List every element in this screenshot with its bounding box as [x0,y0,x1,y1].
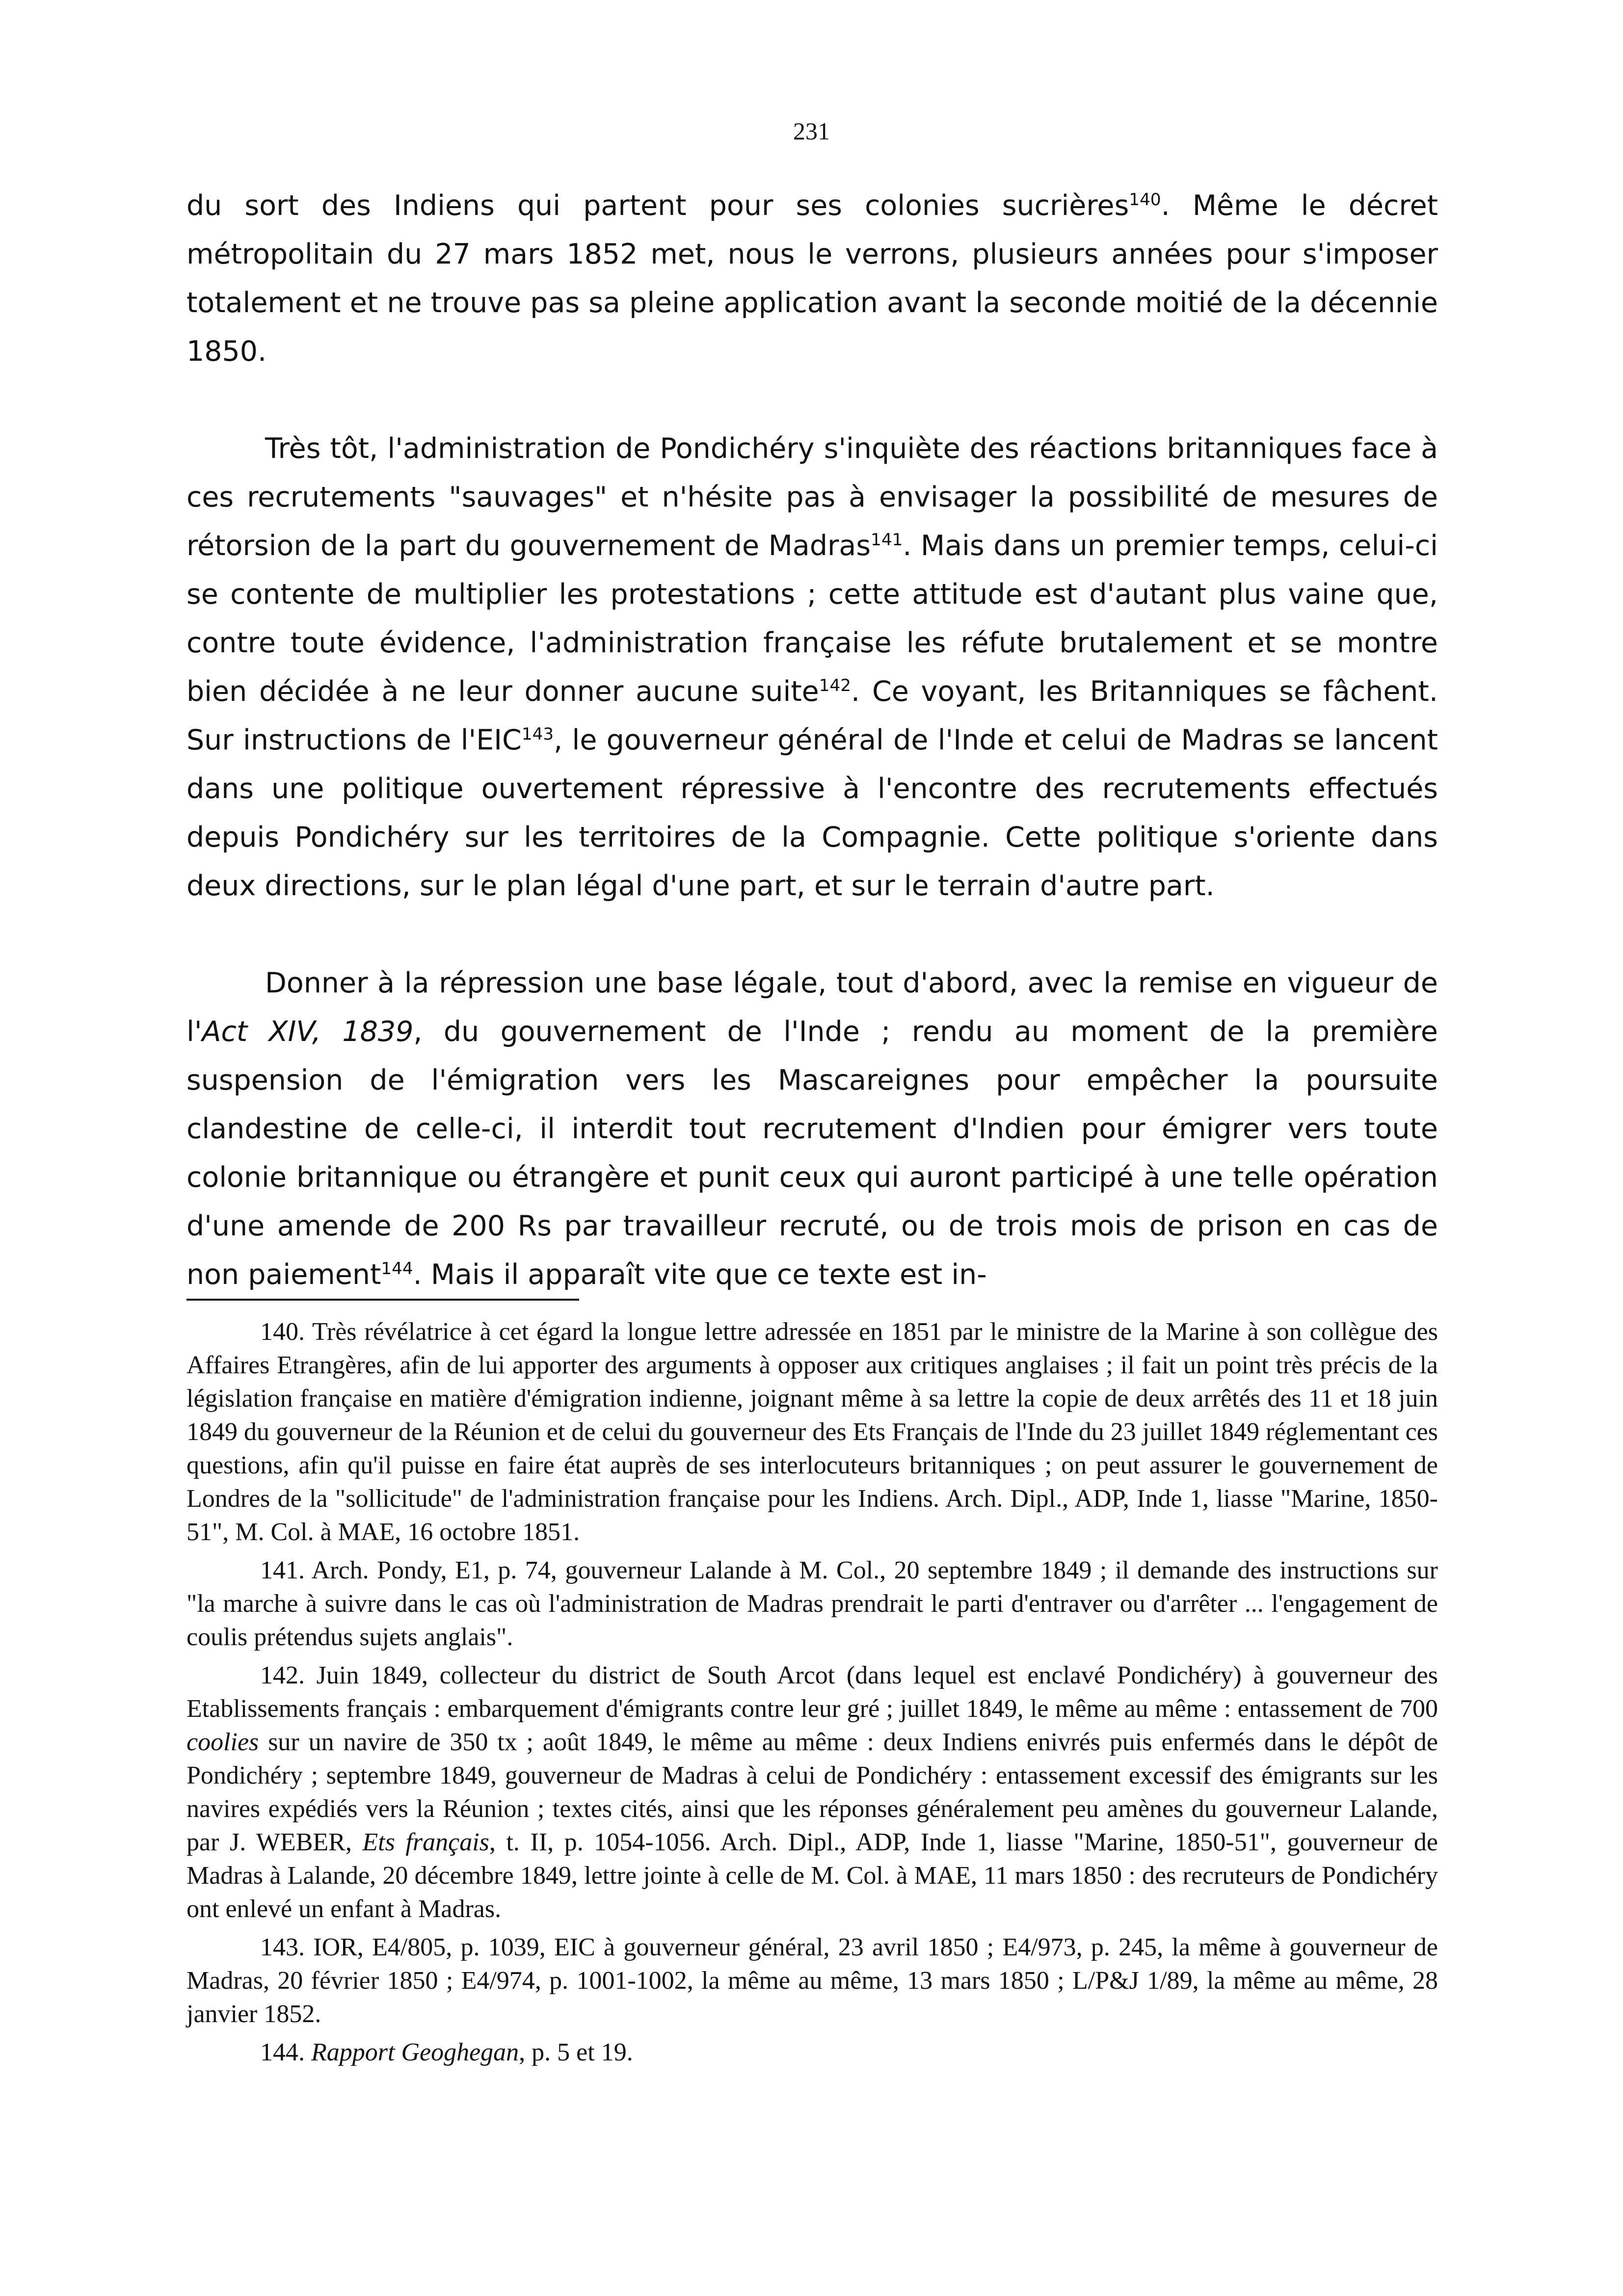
text-span: 142. Juin 1849, collecteur du district de South Arcot (dans lequel est enclavé Pondichéry) à gouverneur des Etablissements français : embarquement d'émigrants contre leur gré ; juillet 1849, le même au même : entassement de 700 [186,1661,1438,1723]
footnote-separator [186,1299,579,1301]
italic-title: Rapport Geoghegan [311,2038,519,2066]
italic-title: Ets français [362,1828,489,1856]
paragraph-2 [186,425,1438,910]
text-span: Très tôt, l'administration de Pondichéry s'inquiète des réactions britanniques face à ces recrutements "sauvages" et n'hésite pas à envisager la possibilité de mesures de rétorsion de la part du gouvernement de Madras [186,432,1438,562]
footnote-142 [186,1659,1438,1926]
footnote-141: 141. Arch. Pondy, E1, p. 74, gouverneur Lalande à M. Col., 20 septembre 1849 ; il demande des instructions sur "la marche à suivre dans le cas où l'administration de Madras prendrait le parti d'entraver ou d'arrêter ... l'engagement de coulis prétendus sujets anglais". [186,1556,1438,1651]
text-span: . Même le décret métropolitain du 27 mars 1852 met, nous le verrons, plusieurs années pour s'imposer totalement et ne trouve pas sa pleine application avant la seconde moitié de la décennie 1850. [186,189,1438,368]
text-span: . Mais dans un premier temps, celui-ci se contente de multiplier les protestations ; cette attitude est d'autant plus vaine que, contre toute évidence, l'administration française les réfute brutalement et se montre bien décidée à ne leur donner aucune suite [186,530,1438,708]
italic-term: coolies [186,1728,259,1756]
text-span: , du gouvernement de l'Inde ; rendu au moment de la première suspension de l'émigration vers les Mascareignes pour empêcher la poursuite clandestine de celle-ci, il interdit tout recrutement d'Indien pour émigrer vers toute colonie britannique ou étrangère et punit ceux qui auront participé à une telle opération d'une amende de 200 Rs par travailleur recruté, ou de trois mois de prison en cas de non paiement [186,1015,1438,1291]
text-span: , le gouverneur général de l'Inde et celui de Madras se lancent dans une politique ouvertement répressive à l'encontre des recrutements effectués depuis Pondichéry sur les territoires de la Compagnie. Cette politique s'oriente dans deux directions, sur le plan légal d'une part, et sur le terrain d'autre part. [186,724,1438,902]
footnotes [186,1315,1438,2074]
text-span: . Ce voyant, les Britanniques se fâchent. Sur instructions de l'EIC [186,675,1438,756]
footnote-ref-141[interactable]: 141 [871,530,903,550]
page-number: 231 [793,117,830,145]
text-span: , t. II, p. 1054-1056. Arch. Dipl., ADP, Inde 1, liasse "Marine, 1850-51", gouverneur de Madras à Lalande, 20 décembre 1849, lettre jointe à celle de M. Col. à MAE, 11 mars 1850 : des recruteurs de Pondichéry ont enlevé un enfant à Madras. [186,1828,1438,1923]
footnote-ref-140[interactable]: 140 [1129,190,1161,210]
footnote-ref-144[interactable]: 144 [381,1259,413,1279]
paragraph-3 [186,959,1438,1299]
body-text [186,182,1438,1299]
text-span: . Mais il apparaît vite que ce texte est in- [413,1258,987,1291]
footnote-144 [186,2036,1438,2069]
text-span: Donner à la répression une base légale, tout d'abord, avec la remise en vigueur de l' [186,967,1438,1048]
text-span: du sort des Indiens qui partent pour ses colonies sucrières [186,189,1129,222]
footnote-143: 143. IOR, E4/805, p. 1039, EIC à gouverneur général, 23 avril 1850 ; E4/973, p. 245, la même à gouverneur de Madras, 20 février 1850 ; E4/974, p. 1001-1002, la même au même, 13 mars 1850 ; L/P&J 1/89, la même au même, 28 janvier 1852. [186,1933,1438,2028]
text-span: sur un navire de 350 tx ; août 1849, le même au même : deux Indiens enivrés puis enfermés dans le dépôt de Pondichéry ; septembre 1849, gouverneur de Madras à celui de Pondichéry : entassement excessif des émigrants sur les navires expédiés vers la Réunion ; textes cités, ainsi que les réponses généralement peu amènes du gouverneur Lalande, par J. WEBER, [186,1728,1438,1856]
act-title: Act XIV, 1839 [202,1015,414,1048]
footnote-140: 140. Très révélatrice à cet égard la longue lettre adressée en 1851 par le ministre de la Marine à son collègue des Affaires Etrangères, afin de lui apporter des arguments à opposer aux critiques anglaises ; il fait un point très précis de la législation française en matière d'émigration indienne, joignant même à sa lettre la copie de deux arrêtés des 11 et 18 juin 1849 du gouverneur de la Réunion et de celui du gouverneur des Ets Français de l'Inde du 23 juillet 1849 réglementant ces questions, afin qu'il puisse en faire état auprès de ses interlocuteurs britanniques ; on peut assurer le gouvernement de Londres de la "sollicitude" de l'administration française pour les Indiens. Arch. Dipl., ADP, Inde 1, liasse "Marine, 1850-51", M. Col. à MAE, 16 octobre 1851. [186,1318,1438,1546]
footnote-ref-143[interactable]: 143 [521,724,554,744]
footnote-ref-142[interactable]: 142 [819,676,851,695]
text-span: , p. 5 et 19. [519,2038,633,2066]
paragraph-1 [186,182,1438,376]
text-span: 144. [260,2038,311,2066]
